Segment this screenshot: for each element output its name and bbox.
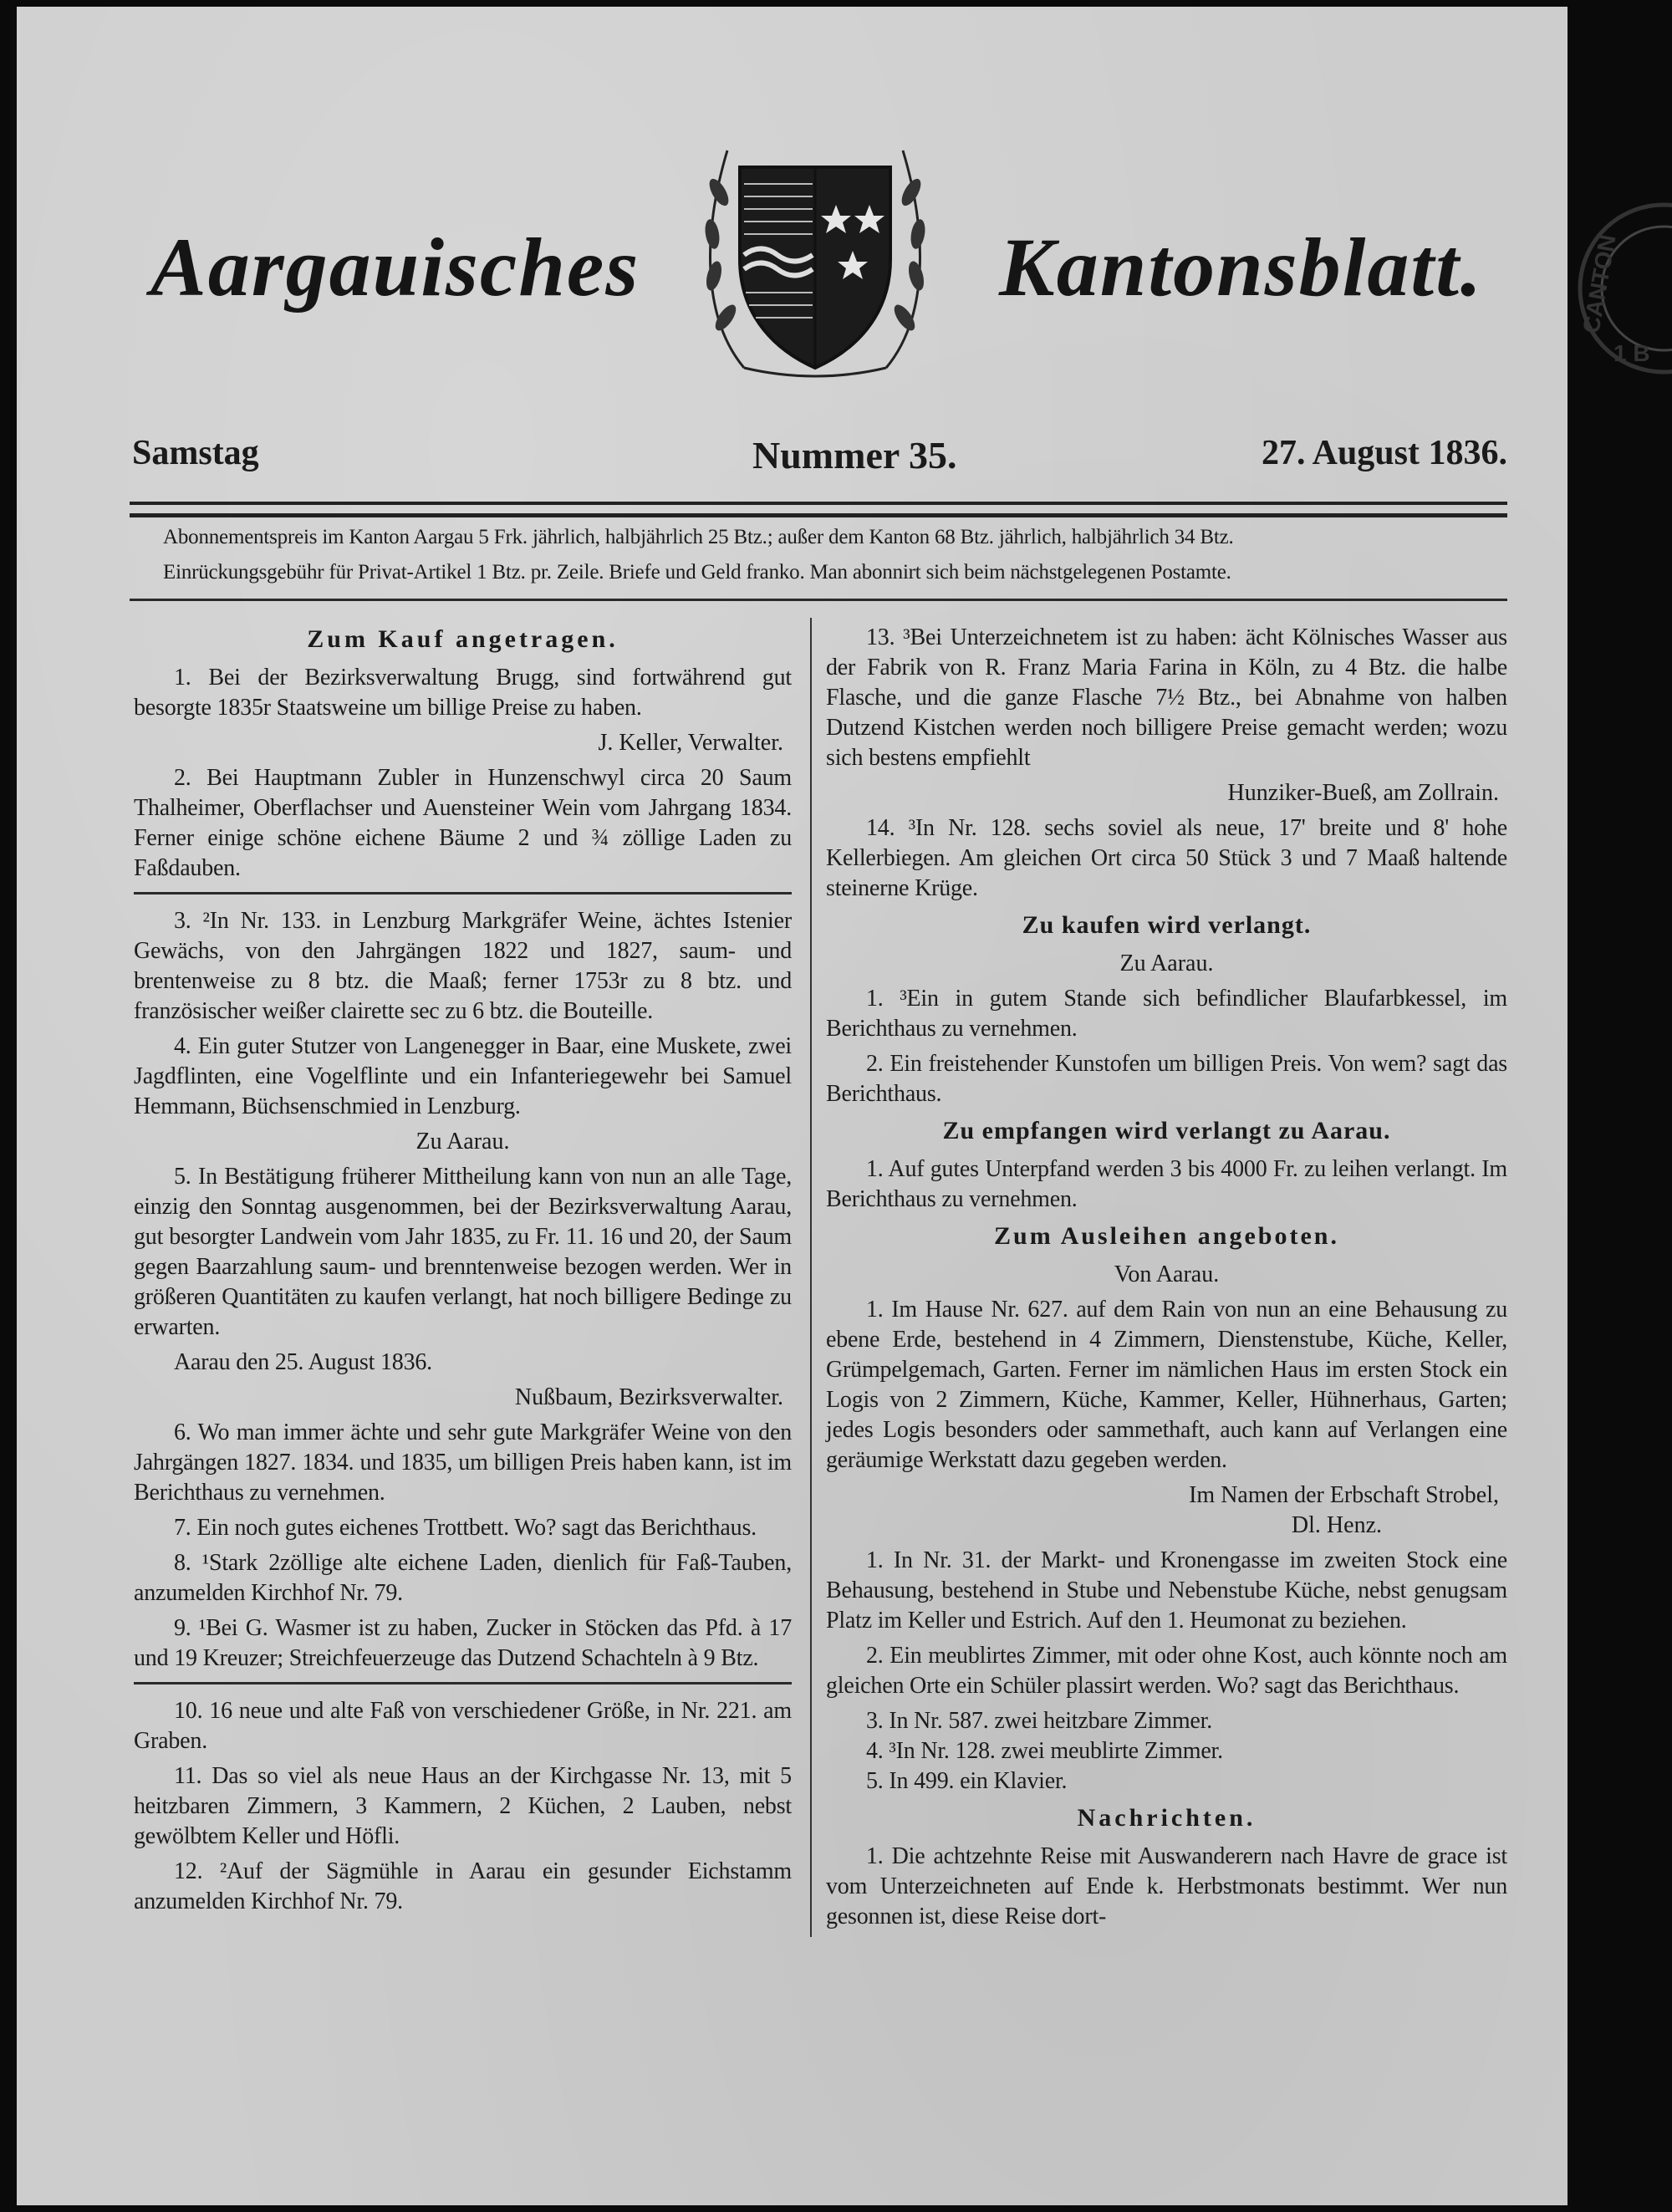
rent-2: 2. Ein meublirtes Zimmer, mit oder ohne Kost, auch könnte noch am gleichen Orte ein Schüler plassirt werden. Wo? sagt das Berichthaus. bbox=[826, 1643, 1507, 1699]
news-1: 1. Die achtzehnte Reise mit Auswanderern nach Havre de grace ist vom Unterzeichneten auf Ende k. Herbstmonats bestimmt. Wer nun gesonnen ist, diese Reise dort- bbox=[826, 1843, 1507, 1929]
section-rule bbox=[134, 892, 792, 894]
ad-9: 9. ¹Bei G. Wasmer ist zu haben, Zucker in Stöcken das Pfd. à 17 und 19 Kreuzer; Streichfeuerzeuge das Dutzend Schachteln à 9 Btz. bbox=[134, 1615, 792, 1671]
section-heading-lend: Zum Ausleihen angeboten. bbox=[994, 1222, 1339, 1250]
ad-5-date: Aarau den 25. August 1836. bbox=[174, 1349, 432, 1375]
masthead-title-right: Kantonsblatt. bbox=[999, 221, 1483, 313]
section-heading-borrow: Zu empfangen wird verlangt zu Aarau. bbox=[942, 1117, 1391, 1144]
rent-4: 4. ³In Nr. 128. zwei meublirte Zimmer. bbox=[866, 1738, 1223, 1764]
subheading-zu-aarau: Zu Aarau. bbox=[415, 1129, 510, 1154]
issue-number: Nummer 35. bbox=[752, 434, 957, 477]
ad-14: 14. ³In Nr. 128. sechs soviel als neue, 17' breite und 8' hohe Kellerbiegen. Am gleichen Ort circa 50 Stück 3 und 7 Maaß haltende steinerne Krüge. bbox=[826, 815, 1507, 901]
ad-3: 3. ²In Nr. 133. in Lenzburg Markgräfer Weine, ächtes Istenier Gewächs, von den Jahrgängen 1822 und 1827, saum- und brentenweise zu 8 btz. die Maaß; ferner 1753r zu 8 btz. und französischer weißer clairette sec zu 6 btz. die Bouteille. bbox=[134, 908, 792, 1024]
ad-2: 2. Bei Hauptmann Zubler in Hunzenschwyl circa 20 Saum Thalheimer, Oberflachser und Auensteiner Wein vom Jahrgang 1834. Ferner einige schöne eichene Bäume 2 und ¾ zöllige Laden zu Faßdauben. bbox=[134, 765, 792, 881]
issue-date: 27. August 1836. bbox=[1261, 434, 1507, 472]
ad-5-signature: Nußbaum, Bezirksverwalter. bbox=[514, 1384, 783, 1410]
ad-1-signature: J. Keller, Verwalter. bbox=[598, 730, 783, 756]
ad-13: 13. ³Bei Unterzeichnetem ist zu haben: ächt Kölnisches Wasser aus der Fabrik von R. Franz Maria Farina in Köln, zu 4 Btz. die halbe Flasche, und die ganze Flasche 7½ Btz., bei Abnahme von halben Dutzend Kistchen werden noch billigere Preise gemacht werden; wozu sich bestens empfiehlt bbox=[826, 624, 1507, 771]
lend-1-signature-1: Im Namen der Erbschaft Strobel, bbox=[1189, 1482, 1499, 1508]
ad-13-signature: Hunziker-Bueß, am Zollrain. bbox=[1227, 780, 1499, 806]
ad-4: 4. Ein guter Stutzer von Langenegger in Baar, eine Muskete, zwei Jagdflinten, eine Vogelflinte und ein Infanteriegewehr bei Samuel Hemmann, Büchsenschmied in Lenzburg. bbox=[134, 1033, 792, 1119]
masthead-rule bbox=[130, 502, 1507, 517]
ad-10: 10. 16 neue und alte Faß von verschiedener Größe, in Nr. 221. am Graben. bbox=[134, 1698, 792, 1754]
lend-1: 1. Im Hause Nr. 627. auf dem Rain von nun an eine Behausung zu ebene Erde, bestehend in 4 Zimmern, Dienstenstube, Küche, Keller, Grümpelgemach, Garten. Ferner im nämlichen Haus im ersten Stock ein Logis von 2 Zimmern, Küche, Kammer, Keller, Hühnerhaus, Garten; jedes Logis besonders oder sammethaft, auch kann auf Verlangen eine geräumige Werkstatt dazu gegeben werden. bbox=[826, 1297, 1507, 1473]
lend-1-signature-2: Dl. Henz. bbox=[1291, 1512, 1382, 1538]
section-heading-news: Nachrichten. bbox=[1077, 1804, 1257, 1832]
columns bbox=[130, 618, 1507, 1937]
right-column bbox=[812, 618, 1507, 1937]
subheading-zu-aarau: Zu Aarau. bbox=[1119, 951, 1214, 976]
ad-6: 6. Wo man immer ächte und sehr gute Markgräfer Weine von den Jahrgängen 1827. 1834. und 1835, um billigen Preis haben kann, ist im Berichthaus zu vernehmen. bbox=[134, 1419, 792, 1506]
borrow-1: 1. Auf gutes Unterpfand werden 3 bis 4000 Fr. zu leihen verlangt. Im Berichthaus zu vernehmen. bbox=[826, 1156, 1507, 1212]
ad-11: 11. Das so viel als neue Haus an der Kirchgasse Nr. 13, mit 5 heitzbaren Zimmern, 3 Kammern, 2 Küchen, 2 Lauben, nebst gewölbtem Keller und Höfli. bbox=[134, 1763, 792, 1849]
stamp-text: CANTON bbox=[1578, 232, 1621, 336]
stamp-subtext: 1 B bbox=[1613, 340, 1650, 366]
wanted-2: 2. Ein freistehender Kunstofen um billigen Preis. Von wem? sagt das Berichthaus. bbox=[826, 1051, 1507, 1107]
section-rule bbox=[134, 1682, 792, 1684]
rent-3: 3. In Nr. 587. zwei heitzbare Zimmer. bbox=[866, 1708, 1213, 1734]
wanted-1: 1. ³Ein in gutem Stande sich befindlicher Blaufarbkessel, im Berichthaus zu vernehmen. bbox=[826, 986, 1507, 1042]
rent-5: 5. In 499. ein Klavier. bbox=[866, 1768, 1068, 1794]
page-body bbox=[130, 520, 1507, 1937]
ad-1: 1. Bei der Bezirksverwaltung Brugg, sind fortwährend gut besorgte 1835r Staatsweine um billige Preise zu haben. bbox=[134, 665, 792, 721]
masthead-title-left: Aargauisches bbox=[150, 221, 640, 313]
ad-5: 5. In Bestätigung früherer Mittheilung kann von nun an alle Tage, einzig den Sonntag ausgenommen, bei der Bezirksverwaltung Aarau, gut besorgter Landwein vom Jahr 1835, zu Fr. 11. 16 und 20, der Saum gegen Baarzahlung saum- und brenntenweise bezogen werden. Wer in größeren Quantitäten zu kaufen verlangt, hat noch billigere Bedinge zu erwarten. bbox=[134, 1164, 792, 1340]
rent-1: 1. In Nr. 31. der Markt- und Kronengasse im zweiten Stock eine Behausung, bestehend in Stube und Nebenstube Küche, nebst genugsam Platz im Keller und Estrich. Auf den 1. Heumonat zu beziehen. bbox=[826, 1547, 1507, 1634]
subscription-info bbox=[130, 520, 1507, 601]
subscription-line-1: Abonnementspreis im Kanton Aargau 5 Frk. jährlich, halbjährlich 25 Btz.; außer dem Kanton 68 Btz. jährlich, halbjährlich 34 Btz. bbox=[163, 526, 1234, 548]
coat-of-arms-icon bbox=[694, 117, 936, 401]
subheading-von-aarau: Von Aarau. bbox=[1114, 1261, 1220, 1287]
ad-7: 7. Ein noch gutes eichenes Trottbett. Wo? sagt das Berichthaus. bbox=[174, 1515, 757, 1541]
subscription-line-2: Einrückungsgebühr für Privat-Artikel 1 Btz. pr. Zeile. Briefe und Geld franko. Man abonnirt sich beim nächstgelegenen Postamte. bbox=[163, 561, 1231, 584]
postal-stamp-icon bbox=[1572, 167, 1672, 410]
ad-8: 8. ¹Stark 2zöllige alte eichene Laden, dienlich für Faß-Tauben, anzumelden Kirchhof Nr. 79. bbox=[134, 1550, 792, 1606]
section-heading-wanted: Zu kaufen wird verlangt. bbox=[1022, 911, 1312, 939]
section-heading-for-sale: Zum Kauf angetragen. bbox=[307, 625, 619, 653]
issue-day: Samstag bbox=[132, 434, 259, 472]
left-column bbox=[130, 618, 812, 1937]
ad-12: 12. ²Auf der Sägmühle in Aarau ein gesunder Eichstamm anzumelden Kirchhof Nr. 79. bbox=[134, 1858, 792, 1914]
